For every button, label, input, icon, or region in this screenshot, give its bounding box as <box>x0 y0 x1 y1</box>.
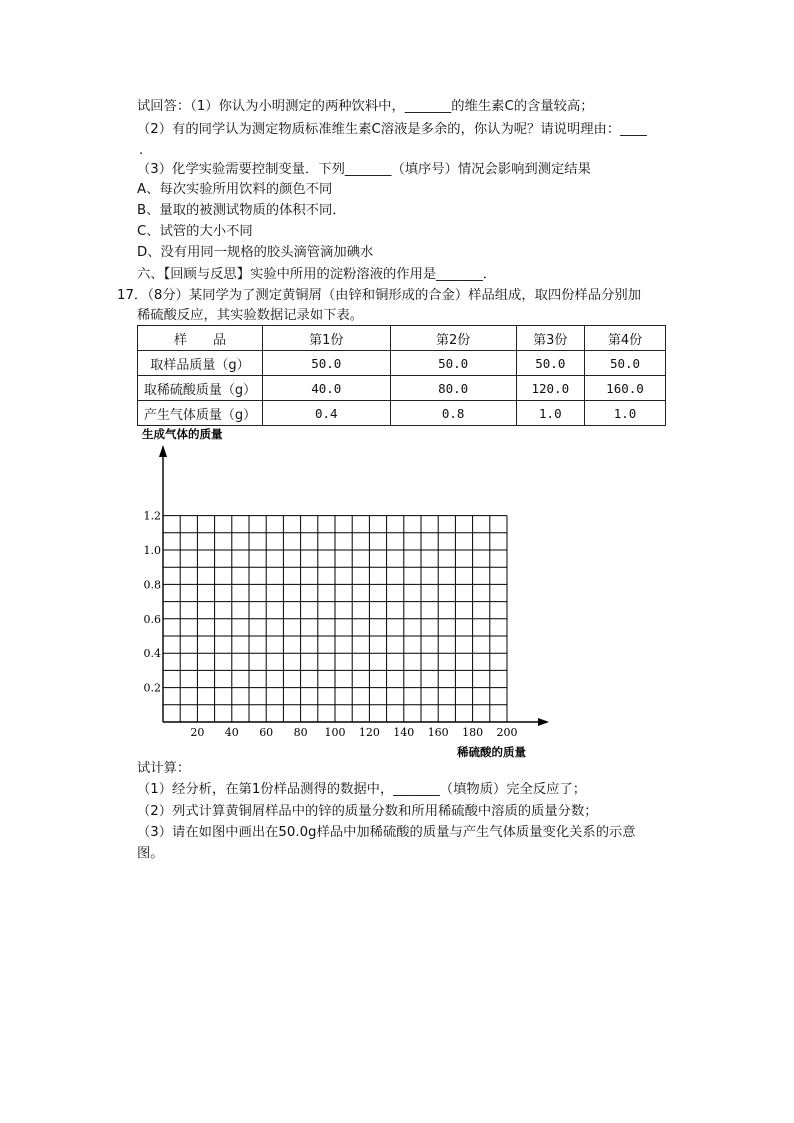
option-c: C、试管的大小不同 <box>137 224 253 239</box>
option-b: B、量取的被测试物质的体积不同． <box>137 203 346 218</box>
x-tick-label: 40 <box>224 726 239 739</box>
x-tick-label: 180 <box>462 726 484 739</box>
table-row <box>138 376 666 401</box>
table-header-row <box>138 326 666 351</box>
grid-lines <box>163 516 507 722</box>
x-tick-label: 160 <box>427 726 449 739</box>
answer-prompt-line: 试回答：（1）你认为小明测定的两种饮料中，_______的维生素C的含量较高； <box>137 99 594 114</box>
table-cell: 0.8 <box>390 401 516 426</box>
table-header-cell: 样 品 <box>138 326 263 351</box>
x-tick-label: 140 <box>393 726 415 739</box>
table-cell: 50.0 <box>390 351 516 376</box>
row-label: 产生气体质量（g） <box>138 401 263 426</box>
y-tick-labels <box>144 510 162 695</box>
calc-title: 试计算： <box>137 761 191 776</box>
question-3-line: （3）化学实验需要控制变量．下列_______（填序号）情况会影响到测定结果 <box>137 162 591 177</box>
table-cell: 50.0 <box>516 351 584 376</box>
x-tick-label: 80 <box>293 726 308 739</box>
x-tick-label: 200 <box>496 726 518 739</box>
y-tick-label: 0.8 <box>143 578 161 592</box>
row-label: 取样品质量（g） <box>138 351 263 376</box>
question-17-line-2: 稀硫酸反应，其实验数据记录如下表。 <box>137 308 364 323</box>
option-a: A、每次实验所用饮料的颜色不同 <box>137 182 333 197</box>
option-d: D、没有用同一规格的胶头滴管滴加碘水 <box>137 245 374 260</box>
table-cell: 50.0 <box>262 351 390 376</box>
table-cell: 1.0 <box>516 401 584 426</box>
calc-item-3-cont: 图。 <box>137 846 164 861</box>
table-row <box>138 351 666 376</box>
review-reflection-line: 六、【回顾与反思】实验中所用的淀粉溶液的作用是_______． <box>137 267 497 282</box>
table-header-cell: 第2份 <box>390 326 516 351</box>
x-tick-labels <box>190 726 517 739</box>
y-axis-arrow <box>159 445 167 457</box>
table-cell: 50.0 <box>584 351 665 376</box>
x-axis-arrow <box>538 718 549 726</box>
row-label: 取稀硫酸质量（g） <box>138 376 263 401</box>
table-cell: 0.4 <box>262 401 390 426</box>
table-cell: 160.0 <box>584 376 665 401</box>
calc-item-2: （2）列式计算黄铜屑样品中的锌的质量分数和所用稀硫酸中溶质的质量分数； <box>137 804 598 819</box>
question-2-line-cont: . <box>139 143 144 158</box>
y-tick-label: 0.2 <box>143 681 161 695</box>
table-cell: 120.0 <box>516 376 584 401</box>
x-tick-label: 120 <box>358 726 380 739</box>
table-cell: 1.0 <box>584 401 665 426</box>
y-tick-label: 0.4 <box>143 647 161 661</box>
axes <box>159 445 549 726</box>
question-2-line: （2）有的同学认为测定物质标准维生素C溶液是多余的，你认为呢？请说明理由：____ <box>137 122 647 137</box>
y-tick-label: 0.6 <box>143 612 161 626</box>
table-cell: 40.0 <box>262 376 390 401</box>
table-header-cell: 第1份 <box>262 326 390 351</box>
table-row <box>138 401 666 426</box>
y-axis-label: 生成气体的质量 <box>142 427 223 441</box>
x-tick-label: 60 <box>259 726 274 739</box>
question-17-line-1: 17．（8分）某同学为了测定黄铜屑（由锌和铜形成的合金）样品组成，取四份样品分别加 <box>117 288 642 303</box>
calc-item-3: （3）请在如图中画出在50.0g样品中加稀硫酸的质量与产生气体质量变化关系的示意 <box>137 825 636 840</box>
calc-item-1: （1）经分析，在第1份样品测得的数据中，_______（填物质）完全反应了； <box>137 782 587 797</box>
table-header-cell: 第4份 <box>584 326 665 351</box>
x-tick-label: 100 <box>324 726 346 739</box>
experiment-data-table <box>137 325 666 426</box>
y-tick-label: 1.0 <box>143 544 161 557</box>
x-tick-label: 20 <box>190 726 205 739</box>
table-cell: 80.0 <box>390 376 516 401</box>
gas-mass-grid-chart <box>130 425 560 765</box>
x-axis-label: 稀硫酸的质量 <box>457 745 526 759</box>
table-header-cell: 第3份 <box>516 326 584 351</box>
y-tick-label: 1.2 <box>143 509 161 523</box>
